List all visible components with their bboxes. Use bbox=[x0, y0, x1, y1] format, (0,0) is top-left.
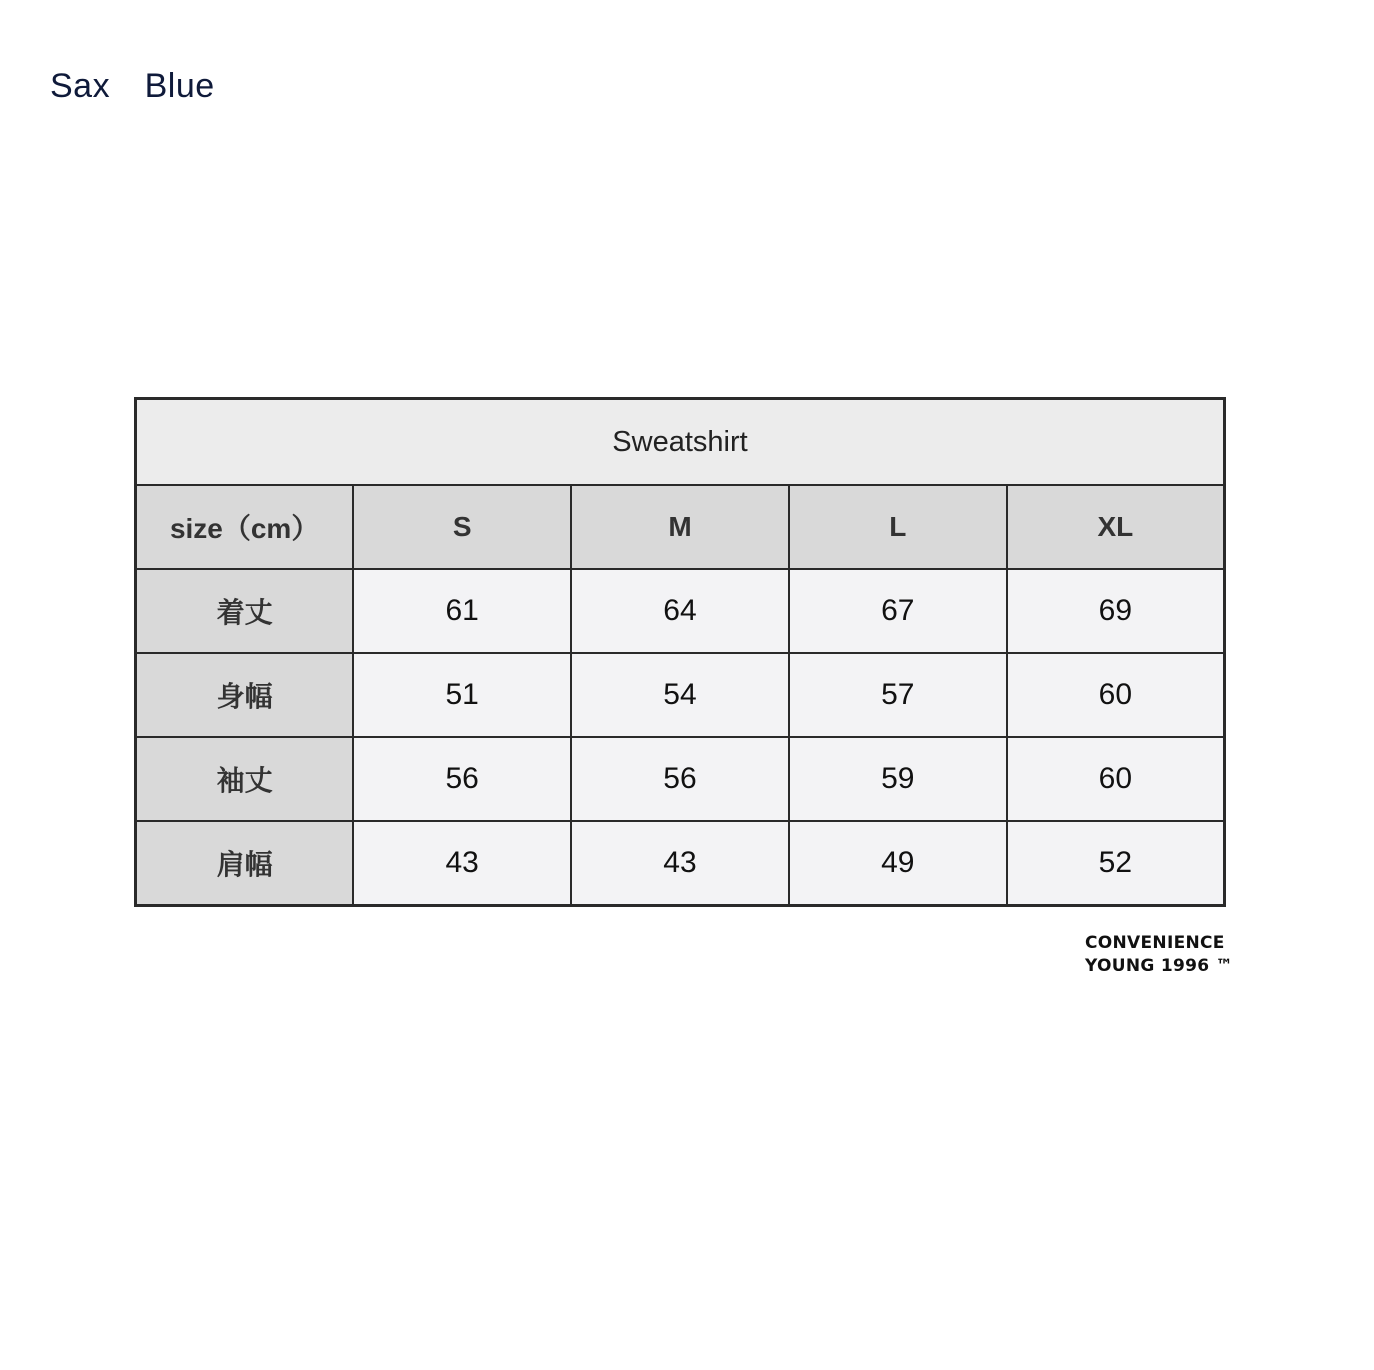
corner-label: size（cm） bbox=[136, 485, 354, 569]
size-header-l: L bbox=[789, 485, 1007, 569]
table-cell: 51 bbox=[353, 653, 571, 737]
table-title-row bbox=[136, 399, 1225, 486]
table-cell: 52 bbox=[1007, 821, 1225, 906]
table-row bbox=[136, 821, 1225, 906]
brand-logo bbox=[1085, 932, 1233, 978]
table-cell: 67 bbox=[789, 569, 1007, 653]
table-cell: 54 bbox=[571, 653, 789, 737]
table-row bbox=[136, 569, 1225, 653]
table-cell: 43 bbox=[353, 821, 571, 906]
table-cell: 49 bbox=[789, 821, 1007, 906]
size-chart bbox=[134, 397, 1226, 907]
table-cell: 64 bbox=[571, 569, 789, 653]
row-label-length: 着丈 bbox=[136, 569, 354, 653]
table-cell: 57 bbox=[789, 653, 1007, 737]
size-table bbox=[134, 397, 1226, 907]
size-header-xl: XL bbox=[1007, 485, 1225, 569]
row-label-sleeve-length: 袖丈 bbox=[136, 737, 354, 821]
row-label-chest-width: 身幅 bbox=[136, 653, 354, 737]
brand-logo-line2: YOUNG 1996 ™ bbox=[1085, 956, 1233, 976]
row-label-shoulder-width: 肩幅 bbox=[136, 821, 354, 906]
table-cell: 43 bbox=[571, 821, 789, 906]
table-cell: 59 bbox=[789, 737, 1007, 821]
table-header-row bbox=[136, 485, 1225, 569]
brand-logo-line1: CONVENIENCE bbox=[1085, 933, 1225, 953]
table-title: Sweatshirt bbox=[136, 399, 1225, 486]
table-cell: 61 bbox=[353, 569, 571, 653]
table-row bbox=[136, 737, 1225, 821]
size-header-s: S bbox=[353, 485, 571, 569]
size-header-m: M bbox=[571, 485, 789, 569]
table-cell: 60 bbox=[1007, 737, 1225, 821]
table-row bbox=[136, 653, 1225, 737]
product-color-name: Sax Blue bbox=[50, 67, 215, 105]
table-cell: 56 bbox=[571, 737, 789, 821]
table-cell: 56 bbox=[353, 737, 571, 821]
table-cell: 60 bbox=[1007, 653, 1225, 737]
table-cell: 69 bbox=[1007, 569, 1225, 653]
